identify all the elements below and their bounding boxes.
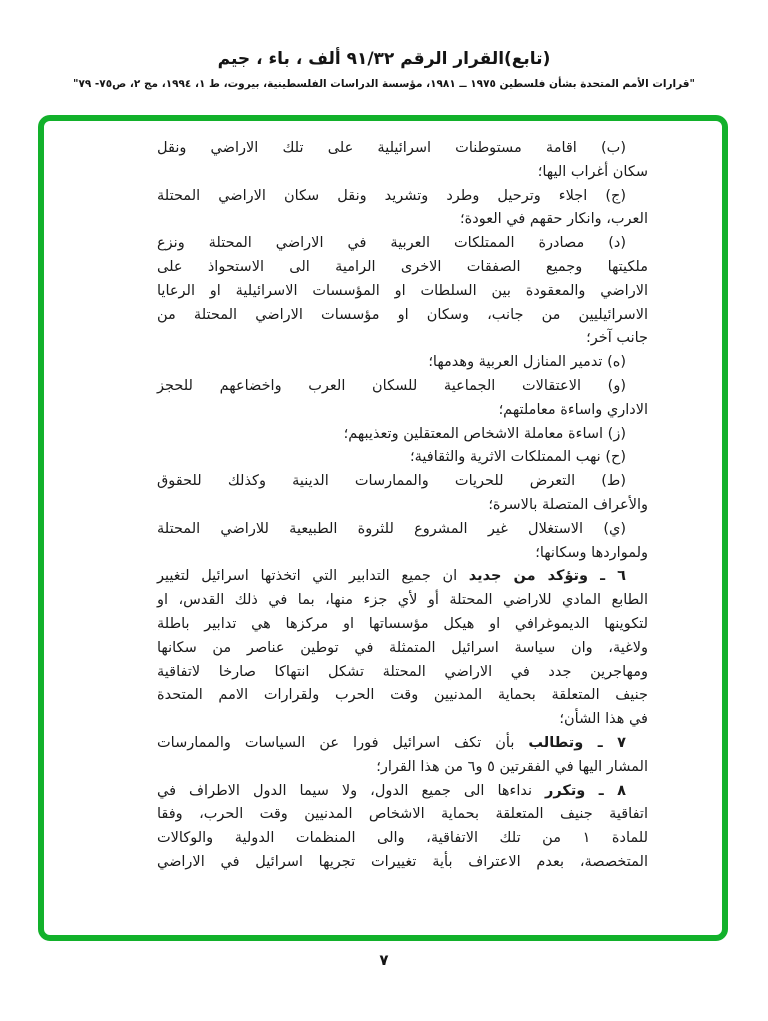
text-line: جنيف المتعلقة بحماية المدنيين وقت الحرب ولقرارات الامم المتحدة (157, 687, 648, 704)
text-line: (و) الاعتقالات الجماعية للسكان العرب واخضاعهم للحجز (157, 377, 626, 394)
paragraph-lead-bold: ٨ ـ وتكرر (545, 782, 626, 799)
page-header (0, 46, 768, 92)
text-line: الاداري واساءة معاملتهم؛ (498, 401, 648, 418)
text-line: (ح) نهب الممتلكات الاثرية والثقافية؛ (410, 449, 626, 466)
text-line: الطابع المادي للاراضي المحتلة أو لأي جزء منها، بما في ذلك القدس، او (157, 592, 648, 609)
text-line: العرب، وانكار حقهم في العودة؛ (460, 211, 648, 228)
text-line: (ب) اقامة مستوطنات اسرائيلية على تلك الاراضي ونقل (157, 140, 626, 156)
document-body (157, 137, 648, 875)
text-line: (ي) الاستغلال غير المشروع للثروة الطبيعية للاراضي المحتلة (157, 520, 626, 537)
text-line: جانب آخر؛ (586, 330, 648, 347)
text-line: (ز) اساءة معاملة الاشخاص المعتقلين وتعذيبهم؛ (343, 425, 626, 442)
text-line: اتفاقية جنيف المتعلقة بحماية الاشخاص المدنيين وقت الحرب، وفقا (157, 806, 648, 823)
text-line: (د) مصادرة الممتلكات العربية في الاراضي المحتلة ونزع (157, 235, 626, 252)
text-line: والأعراف المتصلة بالاسرة؛ (488, 496, 648, 513)
text-line: سكان أغراب اليها؛ (537, 163, 648, 180)
source-citation: "قرارات الأمم المتحدة بشأن فلسطين ١٩٧٥ ــ ١٩٨١، مؤسسة الدراسات الفلسطينية، بيروت، ط ١، ١٩٩٤، مج ٢، ص٧٥- ٧٩" (72, 78, 696, 90)
text-line: (ط) التعرض للحريات والممارسات الدينية وكذلك للحقوق (157, 473, 626, 490)
page-number: ٧ (379, 951, 389, 969)
text-line: المشار اليها في الفقرتين ٥ و٦ من هذا القرار؛ (376, 758, 648, 775)
text-line: في هذا الشأن؛ (559, 711, 648, 728)
green-border-frame (38, 115, 728, 941)
text-line: ولاغية، وان سياسة اسرائيل المتمثلة في توطين عناصر من سكانها (157, 639, 648, 656)
text-line: الاراضي والمعقودة بين السلطات او المؤسسات الاسرائيلية او الرعايا (157, 282, 648, 299)
text-line: ملكيتها وجميع الصفقات الاخرى الرامية الى الاستحواذ على (157, 258, 648, 275)
text-line: ولمواردها وسكانها؛ (535, 544, 648, 561)
text-line: لتكوينها الديموغرافي او هيكل مؤسساتها او مركزها هي تدابير باطلة (157, 615, 648, 632)
resolution-title: (تابع)القرار الرقم ٩١/٣٢ ألف ، باء ، جيم (217, 49, 551, 69)
text-line: (ه) تدمير المنازل العربية وهدمها؛ (428, 354, 626, 371)
text-line: المتخصصة، بعدم الاعتراف بأية تغييرات تجريها اسرائيل في الاراضي (157, 853, 648, 870)
text-line: (ج) اجلاء وترحيل وطرد وتشريد ونقل سكان الاراضي المحتلة (157, 187, 626, 204)
paragraph-lead-bold: ٧ ـ وتطالب (528, 734, 627, 751)
text-line: ومهاجرين جدد في الاراضي المحتلة تشكل انتهاكا صارخا لاتفاقية (157, 663, 648, 680)
text-line: ٧ ـ وتطالب بأن تكف اسرائيل فورا عن السياسات والممارسات (157, 734, 627, 751)
text-line: للمادة ١ من تلك الاتفاقية، والى المنظمات الدولية والوكالات (157, 830, 648, 847)
text-line: الاسرائيليين من جانب، وسكان او مؤسسات الاراضي المحتلة من (157, 306, 648, 323)
text-line: ٦ ـ وتؤكد من جديد ان جميع التدابير التي اتخذتها اسرائيل لتغيير (157, 568, 626, 585)
paragraph-lead-bold: ٦ ـ وتؤكد من جديد (468, 568, 626, 585)
text-line: ٨ ـ وتكرر نداءها الى جميع الدول، ولا سيما الدول الاطراف في (157, 782, 626, 799)
